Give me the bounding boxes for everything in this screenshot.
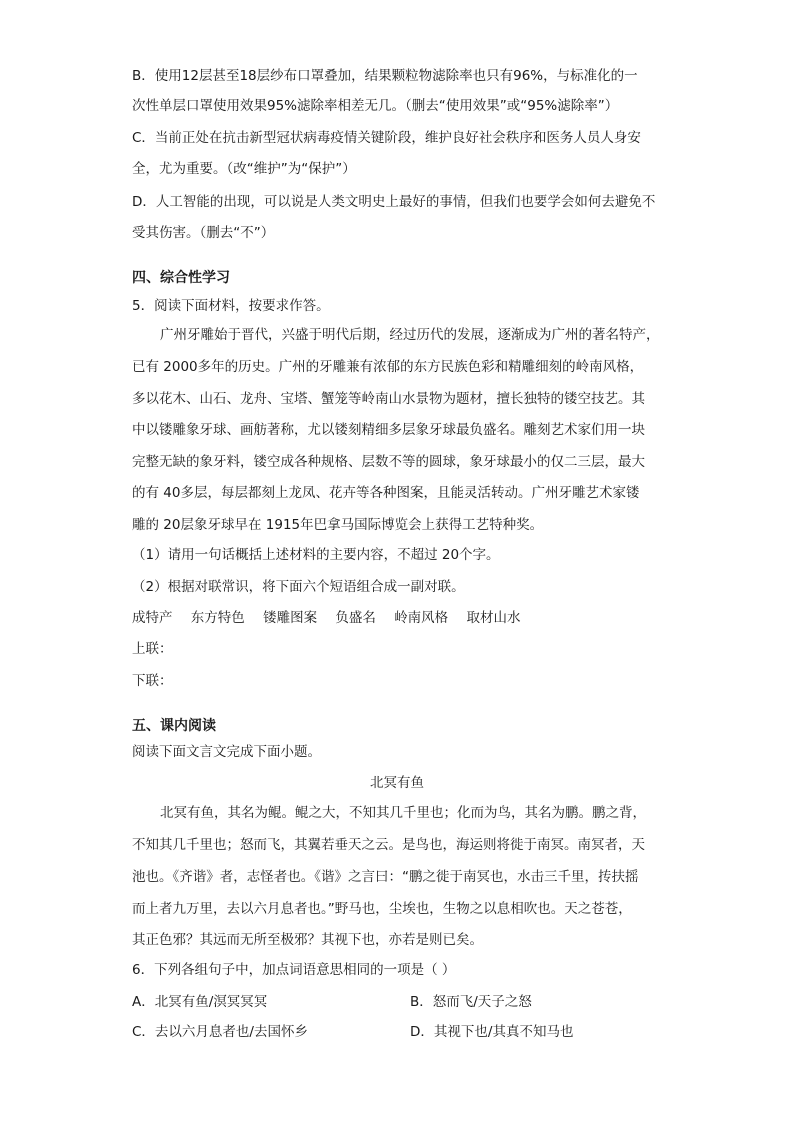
option-c-line1: C．当前正处在抗击新型冠状病毒疫情关键阶段，维护良好社会秩序和医务人员人身安: [132, 130, 641, 146]
option-a: A．北冥有鱼/溟冥冥冥: [132, 994, 268, 1010]
option-d-line1: D．人工智能的出现，可以说是人类文明史上最好的事情，但我们也要学会如何去避免不: [132, 194, 656, 210]
option-d-line2: 受其伤害。（删去“不”）: [132, 225, 275, 241]
question-6: 6．下列各组句子中，加点词语意思相同的一项是（ ）: [132, 962, 456, 978]
phrase: 镂雕图案: [263, 610, 318, 626]
phrase: 负盛名: [335, 610, 376, 626]
section-heading: 五、课内阅读: [132, 718, 216, 734]
passage-line: 中以镂雕象牙球、画舫著称，尤以镂刻精细多层象牙球最负盛名。雕刻艺术家们用一块: [132, 422, 645, 438]
phrase: 成特产: [132, 610, 173, 626]
classical-text-line: 而上者九万里，去以六月息者也。”野马也，尘埃也，生物之以息相吹也。天之苍苍，: [132, 901, 632, 917]
option-c: C．去以六月息者也/去国怀乡: [132, 1024, 308, 1040]
question-5: 5．阅读下面材料，按要求作答。: [132, 298, 330, 314]
lower-couplet-label: 下联：: [132, 673, 173, 689]
option-d: D．其视下也/其真不知马也: [410, 1024, 574, 1040]
passage-line: 多以花木、山石、龙舟、宝塔、蟹笼等岭南山水景物为题材，擅长独特的镂空技艺。其: [132, 391, 645, 407]
passage-line: 完整无缺的象牙料，镂空成各种规格、层数不等的圆球，象牙球最小的仅二三层，最大: [132, 454, 645, 470]
classical-text-line: 其正色邪？其远而无所至极邪？其视下也，亦若是则已矣。: [132, 932, 483, 948]
classical-text-line: 池也。《齐谐》者，志怪者也。《谐》之言曰：“鹏之徙于南冥也，水击三千里，抟扶摇: [132, 869, 639, 885]
phrase: 取材山水: [466, 610, 521, 626]
classical-text-line: 北冥有鱼，其名为鲲。鲲之大，不知其几千里也；化而为鸟，其名为鹏。鹏之背，: [160, 805, 646, 821]
section-heading: 四、综合性学习: [132, 270, 230, 286]
reading-intro: 阅读下面文言文完成下面小题。: [132, 744, 321, 760]
passage-line: 的有 40多层，每层都刻上龙凤、花卉等各种图案，且能灵活转动。广州牙雕艺术家镂: [132, 485, 640, 501]
phrase: 东方特色: [190, 610, 245, 626]
sub-question-2: （2）根据对联常识，将下面六个短语组合成一副对联。: [132, 579, 465, 595]
option-b-line2: 次性单层口罩使用效果95%滤除率相差无几。（删去“使用效果”或“95%滤除率”）: [132, 98, 619, 114]
passage-line: 雕的 20层象牙球早在 1915年巴拿马国际博览会上获得工艺特种奖。: [132, 517, 544, 533]
phrase-list: [132, 608, 534, 628]
sub-question-1: （1）请用一句话概括上述材料的主要内容，不超过 20个字。: [132, 547, 500, 563]
passage-line: 广州牙雕始于晋代，兴盛于明代后期，经过历代的发展，逐渐成为广州的著名特产，: [160, 327, 660, 343]
option-b-line1: B．使用12层甚至18层纱布口罩叠加，结果颗粒物滤除率也只有96%，与标准化的一: [132, 68, 638, 84]
phrase: 岭南风格: [394, 610, 449, 626]
option-c-line2: 全，尤为重要。（改“维护”为“保护”）: [132, 161, 356, 177]
classical-text-line: 不知其几千里也；怒而飞，其翼若垂天之云。是鸟也，海运则将徙于南冥。南冥者，天: [132, 837, 645, 853]
option-b: B．怒而飞/天子之怒: [410, 994, 532, 1010]
upper-couplet-label: 上联：: [132, 641, 173, 657]
passage-line: 已有 2000多年的历史。广州的牙雕兼有浓郁的东方民族色彩和精雕细刻的岭南风格，: [132, 359, 644, 375]
text-title: 北冥有鱼: [370, 775, 424, 791]
